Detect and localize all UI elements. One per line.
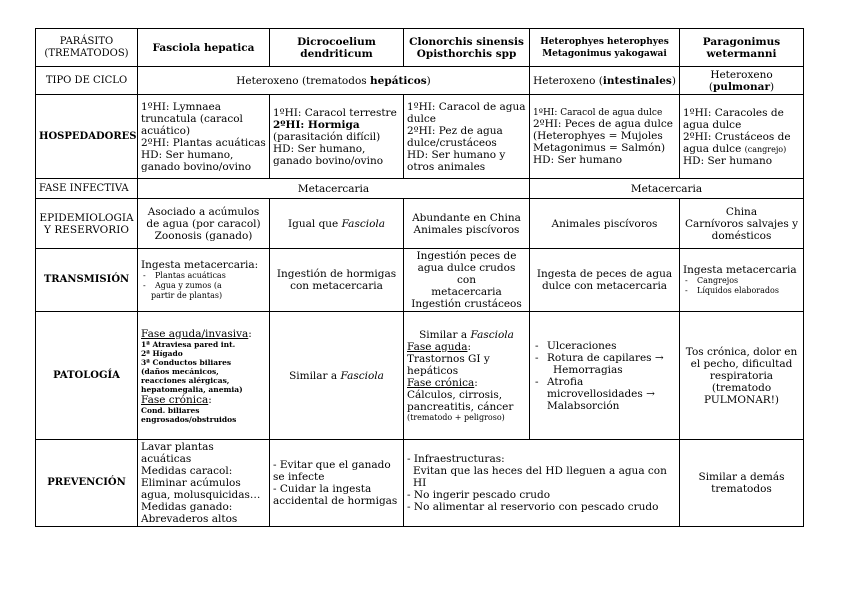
header-row <box>36 29 804 67</box>
list-item: - Atrofia microvellosidades → Malabsorción <box>533 376 676 412</box>
row-epidemiologia <box>36 199 804 249</box>
hospedadores-paragonimus: 1ºHI: Caracoles de agua dulce 2ºHI: Crustáceos de agua dulce (cangrejo) HD: Ser humano <box>680 95 804 179</box>
prevencion-fasciola: Lavar plantas acuáticas Medidas caracol: Eliminar acúmulos agua, molusquicidas… Medidas ganado: Abrevaderos altos <box>138 440 270 527</box>
label-epidemiologia: EPIDEMIOLOGIA Y RESERVORIO <box>36 199 138 249</box>
transmision-fasciola: Ingesta metacercaria: - Plantas acuáticas - Agua y zumos (a partir de plantas) <box>138 249 270 312</box>
hospedadores-dicrocoelium: 1ºHI: Caracol terrestre 2ºHI: Hormiga (parasitación difícil) HD: Ser humano, ganado bovino/ovino <box>270 95 404 179</box>
header-paragonimus: Paragonimus wetermanni <box>680 29 804 67</box>
epidemiologia-dicrocoelium: Igual que Fasciola <box>270 199 404 249</box>
patologia-heterophyes <box>530 312 680 440</box>
row-patologia <box>36 312 804 440</box>
row-prevencion <box>36 440 804 527</box>
prevencion-dicrocoelium: - Evitar que el ganado se infecte - Cuidar la ingesta accidental de hormigas <box>270 440 404 527</box>
row-hospedadores <box>36 95 804 179</box>
fase-infectiva-hepaticos: Metacercaria <box>138 179 530 199</box>
transmision-dicrocoelium: Ingestión de hormigas con metacercaria <box>270 249 404 312</box>
epidemiologia-fasciola: Asociado a acúmulos de agua (por caracol) Zoonosis (ganado) <box>138 199 270 249</box>
header-parasito: PARÁSITO (TREMATODOS) <box>36 29 138 67</box>
transmision-paragonimus-list <box>683 276 800 296</box>
label-tipo-ciclo: TIPO DE CICLO <box>36 67 138 95</box>
tipo-ciclo-pulmonar: Heteroxeno (pulmonar) <box>680 67 804 95</box>
hospedadores-fasciola: 1ºHI: Lymnaea truncatula (caracol acuático) 2ºHI: Plantas acuáticas HD: Ser humano, ganado bovino/ovino <box>138 95 270 179</box>
trematodos-table <box>35 28 804 527</box>
header-fasciola: Fasciola hepatica <box>138 29 270 67</box>
list-item: - Rotura de capilares → Hemorragias <box>533 352 676 376</box>
tipo-ciclo-hepaticos: Heteroxeno (trematodos hepáticos) <box>138 67 530 95</box>
row-fase-infectiva <box>36 179 804 199</box>
transmision-fasciola-list <box>141 271 266 291</box>
header-clonorchis: Clonorchis sinensis Opisthorchis spp <box>404 29 530 67</box>
patologia-heterophyes-list <box>533 340 676 412</box>
list-item: - Ulceraciones <box>533 340 676 352</box>
patologia-fasciola: Fase aguda/invasiva: 1ª Atraviesa pared int. 2ª Hígado 3ª Conductos biliares (daños mecánicos, reacciones alérgicas, hepatomegalia, anemia) Fase crónica: Cond. biliares engrosados/obstruidos <box>138 312 270 440</box>
prevencion-clonorchis-heterophyes: - Infraestructuras: Evitan que las heces del HD lleguen a agua con HI - No ingerir pescado crudo - No alimentar al reservorio con pescado crudo <box>404 440 680 527</box>
epidemiologia-clonorchis: Abundante en China Animales piscívoros <box>404 199 530 249</box>
label-fase-infectiva: FASE INFECTIVA <box>36 179 138 199</box>
tipo-ciclo-intestinales: Heteroxeno (intestinales) <box>530 67 680 95</box>
epidemiologia-paragonimus: China Carnívoros salvajes y domésticos <box>680 199 804 249</box>
transmision-heterophyes: Ingesta de peces de agua dulce con metacercaria <box>530 249 680 312</box>
patologia-dicrocoelium: Similar a Fasciola <box>270 312 404 440</box>
transmision-clonorchis: Ingestión peces de agua dulce crudos con metacercaria Ingestión crustáceos <box>404 249 530 312</box>
label-prevencion: PREVENCIÓN <box>36 440 138 527</box>
label-patologia: PATOLOGÍA <box>36 312 138 440</box>
prevencion-paragonimus: Similar a demás trematodos <box>680 440 804 527</box>
hospedadores-heterophyes: 1ºHI: Caracol de agua dulce 2ºHI: Peces de agua dulce (Heterophyes = Mujoles Metagonimus = Salmón) HD: Ser humano <box>530 95 680 179</box>
label-transmision: TRANSMISIÓN <box>36 249 138 312</box>
list-item: - Líquidos elaborados <box>683 286 800 296</box>
hospedadores-clonorchis: 1ºHI: Caracol de agua dulce 2ºHI: Pez de agua dulce/crustáceos HD: Ser humano y otros animales <box>404 95 530 179</box>
patologia-paragonimus: Tos crónica, dolor en el pecho, dificultad respiratoria (trematodo PULMONAR!) <box>680 312 804 440</box>
fase-infectiva-resto: Metacercaria <box>530 179 804 199</box>
list-item: - Cangrejos <box>683 276 800 286</box>
list-item: - Agua y zumos (a <box>141 281 266 291</box>
epidemiologia-heterophyes: Animales piscívoros <box>530 199 680 249</box>
row-transmision <box>36 249 804 312</box>
header-dicrocoelium: Dicrocoelium dendriticum <box>270 29 404 67</box>
header-heterophyes: Heterophyes heterophyes Metagonimus yakogawai <box>530 29 680 67</box>
transmision-paragonimus: Ingesta metacercaria - Cangrejos - Líquidos elaborados <box>680 249 804 312</box>
label-hospedadores: HOSPEDADORES <box>36 95 138 179</box>
patologia-clonorchis: Similar a Fasciola Fase aguda: Trastornos GI y hepáticos Fase crónica: Cálculos, cirrosis, pancreatitis, cáncer (trematodo + peligroso) <box>404 312 530 440</box>
list-item: - Plantas acuáticas <box>141 271 266 281</box>
row-tipo-ciclo <box>36 67 804 95</box>
